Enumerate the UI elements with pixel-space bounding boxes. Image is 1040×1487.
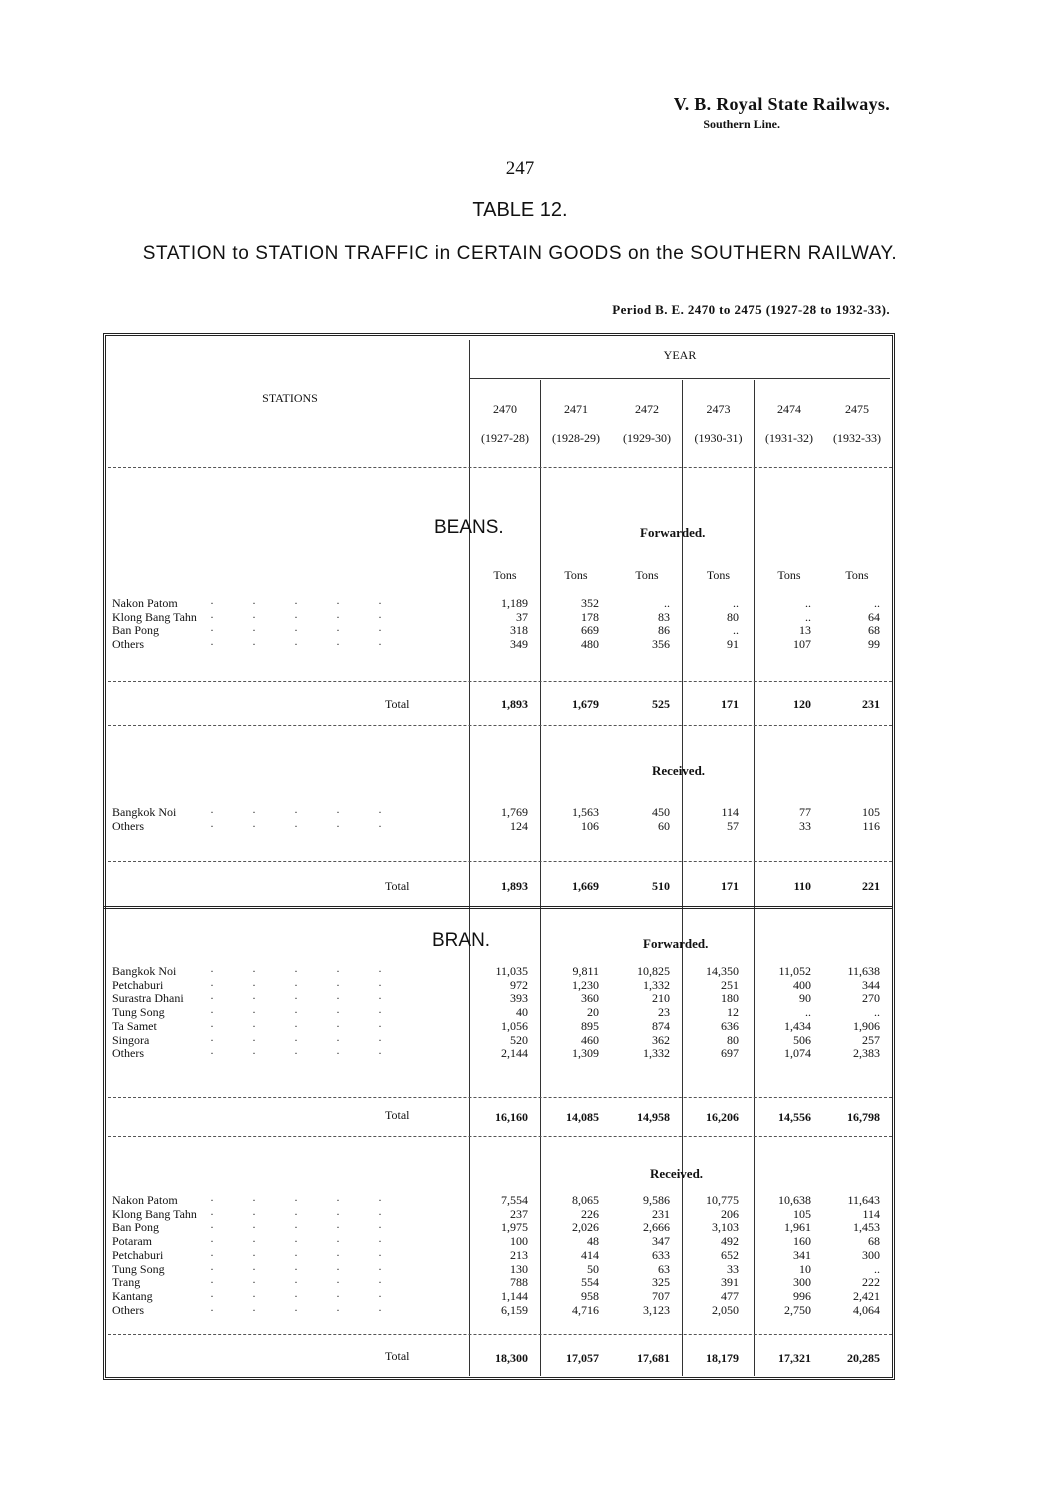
bran-fwd-total-2471: 14,085 [566, 1110, 599, 1124]
beans-fwd-total-2472: 525 [652, 697, 670, 711]
section-bran-title: BRAN. [432, 930, 491, 951]
station-name: Ban Pong [112, 1220, 160, 1235]
beans-fwd-col-2475: .. 64 68 99 [868, 596, 880, 652]
beans-fwd-total-2473: 171 [721, 697, 739, 711]
unit-label: Tons [706, 568, 731, 582]
bran-received-label: Received. [650, 1166, 704, 1181]
station-name: Others [112, 1046, 144, 1061]
station-name: Bangkok Noi [112, 805, 177, 819]
station-name: Singora [112, 1032, 150, 1047]
beans-rec-total-rule [108, 861, 892, 862]
bran-fwd-col-2470: 11,035 972 393 40 1,056 520 2,144 [495, 964, 528, 1061]
station-name: Klong Bang Tahn [112, 609, 197, 624]
station-name: Others [112, 637, 144, 652]
beans-rec-col-2473: 114 57 [721, 805, 739, 833]
unit-label: Tons [635, 568, 659, 582]
year-be-2472: 2472 [635, 402, 659, 416]
bran-rec-total-rule [108, 1334, 892, 1335]
year-be-2473: 2473 [706, 402, 731, 416]
railway-line: Southern Line. [703, 117, 780, 131]
station-name: Trang [112, 1275, 141, 1290]
station-name: Others [112, 818, 144, 833]
total-label: Total [385, 1349, 410, 1363]
year-be-2471: 2471 [564, 402, 588, 416]
station-name: Petchaburi [112, 1247, 164, 1262]
total-label: Total [385, 1108, 410, 1122]
unit-label: Tons [493, 568, 517, 582]
leader-dots: ····· ····· [210, 805, 420, 833]
beans-rec-total-2475: 221 [862, 879, 880, 893]
table-title: STATION to STATION TRAFFIC in CERTAIN GOODS on the SOUTHERN RAILWAY. [142, 243, 898, 264]
bran-rec-total-2472: 17,681 [637, 1351, 670, 1365]
station-name: Tung Song [112, 1261, 165, 1276]
beans-rec-total-2470: 1,893 [501, 879, 528, 893]
bran-rec-col-2475: 11,643 114 1,453 68 300 .. 222 2,421 4,064 [847, 1193, 880, 1317]
bran-forwarded-stations [112, 965, 184, 1061]
beans-fwd-col-2470: 1,189 37 318 349 [501, 596, 528, 652]
bran-rec-col-2473: 10,775 206 3,103 492 652 33 391 477 2,050 [706, 1193, 739, 1317]
beans-bran-separator [104, 906, 893, 909]
period-note: Period B. E. 2470 to 2475 (1927-28 to 1932-33). [612, 302, 890, 317]
beans-fwd-total-2471: 1,679 [572, 697, 599, 711]
bran-rec-total-2471: 17,057 [566, 1351, 599, 1365]
beans-forwarded-stations [112, 597, 197, 652]
station-name: Nakon Patom [112, 596, 178, 610]
station-name: Bangkok Noi [112, 964, 177, 978]
beans-fwd-col-2473: .. 80 .. 91 [727, 596, 739, 652]
station-name: Petchaburi [112, 977, 164, 992]
beans-fwd-total-2474: 120 [793, 697, 811, 711]
bran-fwd-total-2475: 16,798 [847, 1110, 880, 1124]
beans-rec-col-2470: 1,769 124 [501, 805, 528, 833]
beans-fwd-col-2474: .. .. 13 107 [793, 596, 811, 652]
beans-fwd-total-2475: 231 [862, 697, 880, 711]
beans-received-stations [112, 806, 176, 833]
year-be-2474: 2474 [777, 402, 801, 416]
station-name: Potaram [112, 1234, 152, 1249]
station-name: Ta Samet [112, 1018, 157, 1033]
bran-fwd-total-2470: 16,160 [495, 1110, 528, 1124]
beans-rec-total-2474: 110 [793, 879, 811, 893]
beans-fwd-total-2470: 1,893 [501, 697, 528, 711]
beans-fwd-col-2471: 352 178 669 480 [581, 596, 599, 652]
table-number: TABLE 12. [472, 199, 568, 221]
bran-rec-total-2470: 18,300 [495, 1351, 528, 1365]
unit-label: Tons [564, 568, 588, 582]
railway-header [674, 94, 890, 132]
station-name: Kantang [112, 1288, 153, 1303]
station-name: Nakon Patom [112, 1193, 178, 1207]
beans-rec-total-2471: 1,669 [572, 879, 599, 893]
bran-fwd-col-2472: 10,825 1,332 210 23 874 362 1,332 [637, 964, 670, 1061]
year-header: YEAR [663, 348, 697, 362]
unit-label: Tons [777, 568, 801, 582]
station-name: Tung Song [112, 1005, 165, 1020]
beans-rec-col-2474: 77 33 [799, 805, 811, 833]
beans-fwd-col-2472: .. 83 86 356 [652, 596, 670, 652]
page-number: 247 [505, 158, 535, 179]
bran-fwd-col-2471: 9,811 1,230 360 20 895 460 1,309 [572, 964, 599, 1061]
bran-fwd-col-2473: 14,350 251 180 12 636 80 697 [706, 964, 739, 1061]
station-name: Ban Pong [112, 623, 160, 638]
year-be-2470: 2470 [493, 402, 517, 416]
year-rule [470, 378, 890, 379]
bran-fwd-col-2475: 11,638 344 270 .. 1,906 257 2,383 [847, 964, 880, 1061]
header-rule [108, 467, 892, 468]
beans-rec-col-2472: 450 60 [652, 805, 670, 833]
beans-received-label: Received. [652, 763, 706, 778]
year-ad-2471: (1928-29) [552, 431, 600, 445]
bran-fwd-total-2474: 14,556 [778, 1110, 811, 1124]
bran-fwd-end-rule [108, 1136, 892, 1137]
beans-fwd-total-rule [108, 681, 892, 682]
bran-rec-total-2475: 20,285 [847, 1351, 880, 1365]
bran-rec-col-2474: 10,638 105 1,961 160 341 10 300 996 2,750 [778, 1193, 811, 1317]
leader-dots: ····· ····· ····· ····· [210, 596, 420, 652]
year-ad-2470: (1927-28) [481, 431, 529, 445]
station-name: Klong Bang Tahn [112, 1206, 197, 1221]
bran-fwd-total-2472: 14,958 [637, 1110, 670, 1124]
year-ad-2473: (1930-31) [694, 431, 743, 445]
bran-fwd-total-rule [108, 1097, 892, 1098]
leader-dots: ····· ····· ····· ····· ····· ····· ····· ····· ····· [210, 1193, 420, 1317]
year-be-2475: 2475 [845, 402, 869, 416]
year-ad-2474: (1931-32) [765, 431, 813, 445]
beans-forwarded-label: Forwarded. [640, 525, 706, 540]
year-ad-2472: (1929-30) [623, 431, 671, 445]
year-ad-2475: (1932-33) [833, 431, 881, 445]
leader-dots: ····· ····· ····· ····· ····· ····· ····· [210, 964, 420, 1061]
bran-rec-total-2474: 17,321 [778, 1351, 811, 1365]
bran-forwarded-label: Forwarded. [643, 936, 709, 951]
total-label: Total [385, 879, 410, 893]
station-name: Surastra Dhani [112, 991, 184, 1006]
bran-rec-total-2473: 18,179 [706, 1351, 739, 1365]
railway-name: V. B. Royal State Railways. [673, 94, 890, 114]
unit-label: Tons [845, 568, 869, 582]
total-label: Total [385, 697, 410, 711]
bran-rec-col-2470: 7,554 237 1,975 100 213 130 788 1,144 6,159 [501, 1193, 528, 1317]
beans-rec-total-2472: 510 [652, 879, 670, 893]
bran-fwd-col-2474: 11,052 400 90 .. 1,434 506 1,074 [778, 964, 811, 1061]
beans-fwd-end-rule [108, 725, 892, 726]
bran-fwd-total-2473: 16,206 [706, 1110, 739, 1124]
bran-received-stations [112, 1194, 197, 1317]
bran-rec-col-2471: 8,065 226 2,026 48 414 50 554 958 4,716 [572, 1193, 599, 1317]
beans-rec-col-2471: 1,563 106 [572, 805, 599, 833]
stations-header: STATIONS [262, 391, 318, 405]
beans-rec-total-2473: 171 [721, 879, 739, 893]
station-name: Others [112, 1302, 144, 1317]
beans-rec-col-2475: 105 116 [862, 805, 880, 833]
section-beans-title: BEANS. [434, 517, 504, 538]
bran-rec-col-2472: 9,586 231 2,666 347 633 63 325 707 3,123 [643, 1193, 670, 1317]
